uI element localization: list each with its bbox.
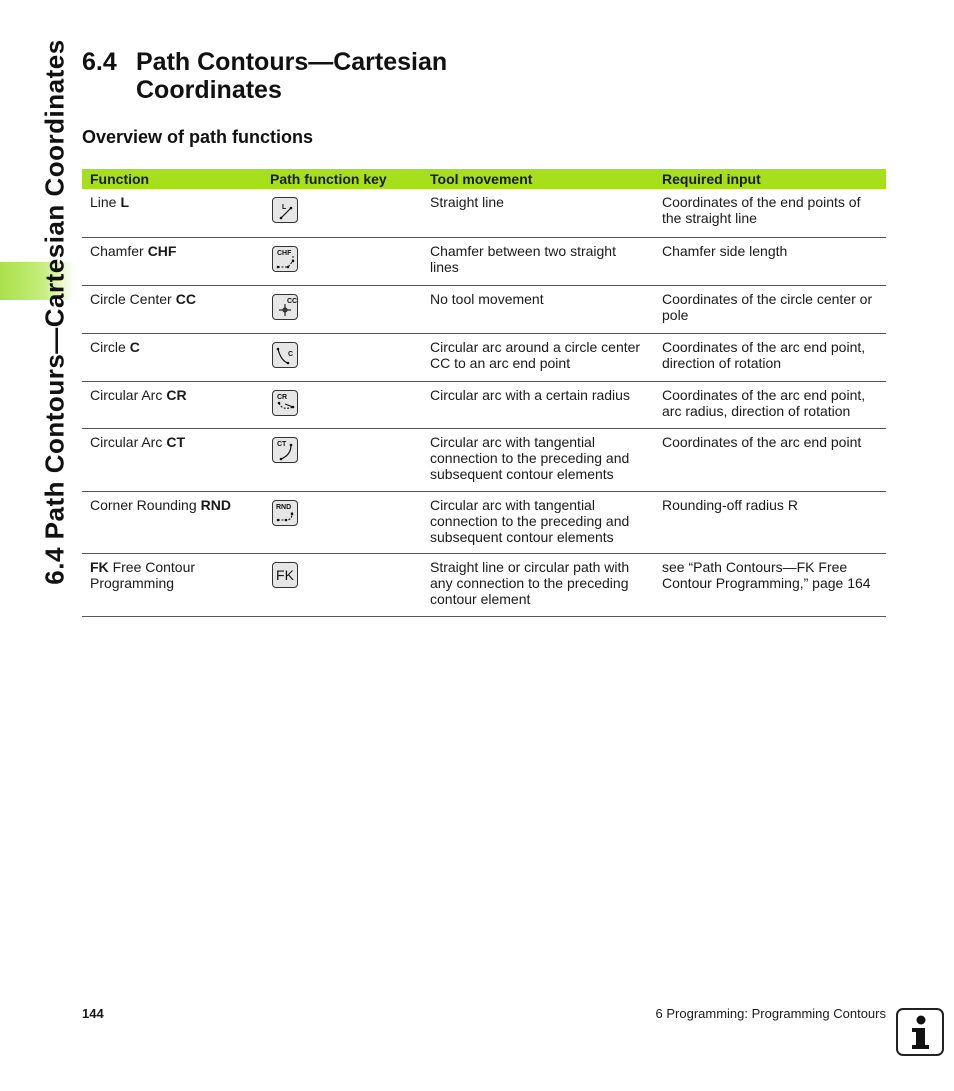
circle-key-icon[interactable]: C	[272, 342, 298, 368]
key-cell	[262, 333, 422, 381]
movement-cell: Circular arc with tangential connection to the preceding and subsequent contour elements	[422, 491, 654, 553]
input-cell: Coordinates of the arc end point, arc radius, direction of rotation	[654, 381, 886, 428]
column-header-function: Function	[82, 169, 262, 189]
page-title-line2: Coordinates	[136, 76, 282, 104]
function-cell: Chamfer CHF	[82, 237, 262, 285]
movement-cell: Straight line or circular path with any connection to the preceding contour element	[422, 553, 654, 616]
fk-key-icon[interactable]: FK	[272, 562, 298, 588]
movement-cell: Circular arc with tangential connection to the preceding and subsequent contour elements	[422, 428, 654, 491]
input-cell: Rounding-off radius R	[654, 491, 886, 553]
key-cell	[262, 491, 422, 553]
function-cell: Circle Center CC	[82, 285, 262, 333]
input-cell: Coordinates of the arc end point	[654, 428, 886, 491]
table-row	[82, 237, 886, 285]
column-header-input: Required input	[654, 169, 886, 189]
line-key-icon[interactable]: L	[272, 197, 298, 223]
table-row	[82, 381, 886, 428]
input-cell: Chamfer side length	[654, 237, 886, 285]
page-title	[82, 48, 447, 104]
table-row	[82, 285, 886, 333]
key-cell	[262, 428, 422, 491]
table-row	[82, 189, 886, 237]
input-cell: Coordinates of the end points of the straight line	[654, 189, 886, 237]
section-number: 6.4	[82, 48, 117, 76]
key-cell	[262, 189, 422, 237]
key-cell	[262, 553, 422, 616]
table-row	[82, 428, 886, 491]
info-icon	[896, 1008, 944, 1056]
table-row	[82, 333, 886, 381]
key-cell	[262, 381, 422, 428]
input-cell: Coordinates of the arc end point, direction of rotation	[654, 333, 886, 381]
table-header-row	[82, 169, 886, 189]
circle-center-key-icon[interactable]: CC	[272, 294, 298, 320]
input-cell: Coordinates of the circle center or pole	[654, 285, 886, 333]
movement-cell: Straight line	[422, 189, 654, 237]
corner-rounding-key-icon[interactable]: RND	[272, 500, 298, 526]
movement-cell: No tool movement	[422, 285, 654, 333]
key-cell	[262, 285, 422, 333]
function-cell: Circular Arc CT	[82, 428, 262, 491]
page-title-line1: Path Contours—Cartesian	[136, 48, 448, 76]
path-functions-table	[82, 169, 886, 617]
key-cell	[262, 237, 422, 285]
chapter-footer: 6 Programming: Programming Contours	[655, 1006, 886, 1021]
column-header-key: Path function key	[262, 169, 422, 189]
function-cell: Circle C	[82, 333, 262, 381]
input-cell: see “Path Contours—FK Free Contour Programming,” page 164	[654, 553, 886, 616]
function-cell: Corner Rounding RND	[82, 491, 262, 553]
movement-cell: Circular arc with a certain radius	[422, 381, 654, 428]
page-number: 144	[82, 1006, 104, 1021]
column-header-movement: Tool movement	[422, 169, 654, 189]
chapter-side-title: 6.4 Path Contours—Cartesian Coordinates	[39, 39, 70, 585]
function-cell: FK Free Contour Programming	[82, 553, 262, 616]
chamfer-key-icon[interactable]: CHF	[272, 246, 298, 272]
table-row	[82, 553, 886, 616]
function-cell: Line L	[82, 189, 262, 237]
table-row	[82, 491, 886, 553]
function-cell: Circular Arc CR	[82, 381, 262, 428]
movement-cell: Chamfer between two straight lines	[422, 237, 654, 285]
movement-cell: Circular arc around a circle center CC to an arc end point	[422, 333, 654, 381]
circular-arc-tangential-key-icon[interactable]: CT	[272, 437, 298, 463]
section-title: Overview of path functions	[82, 127, 314, 147]
circular-arc-radius-key-icon[interactable]: CR	[272, 390, 298, 416]
